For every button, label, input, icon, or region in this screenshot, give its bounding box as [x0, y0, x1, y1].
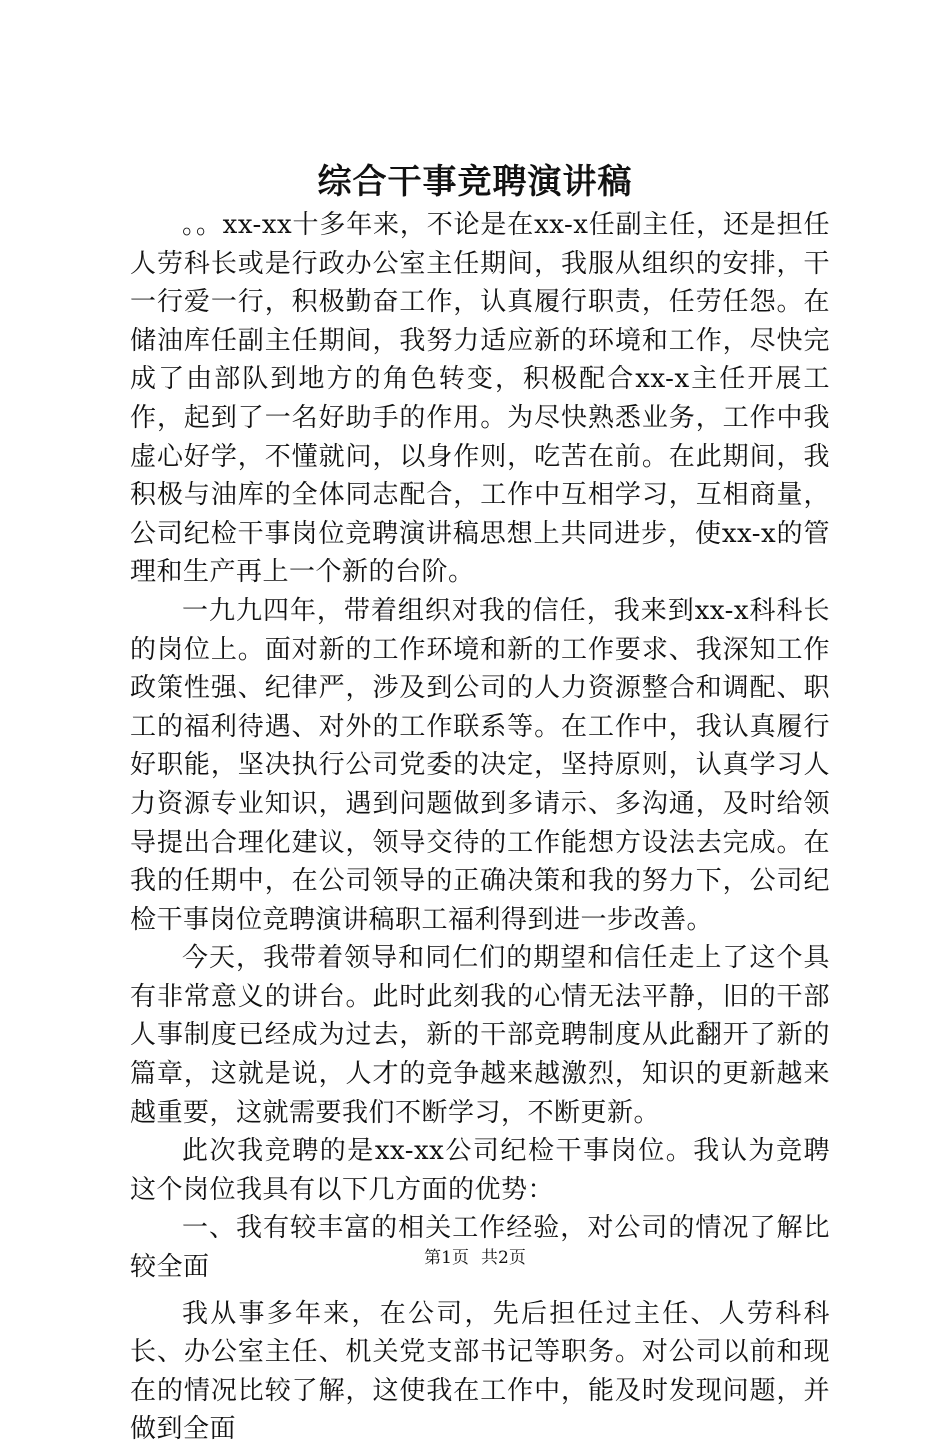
page-total: 共2页	[481, 1248, 526, 1268]
page-footer	[0, 1246, 950, 1270]
page-number: 第1页	[424, 1248, 469, 1268]
document-title: 综合干事竞聘演讲稿	[317, 162, 633, 202]
paragraph-6: 我从事多年来，在公司，先后担任过主任、人劳科科长、办公室主任、机关党支部书记等职务。对公司以前和现在的情况比较了解，这使我在工作中，能及时发现问题，并做到全面	[130, 1298, 830, 1445]
paragraph-3: 今天，我带着领导和同仁们的期望和信任走上了这个具有非常意义的讲台。此时此刻我的心情无法平静，旧的干部人事制度已经成为过去，新的干部竞聘制度从此翻开了新的篇章，这就是说，人才的竞争越来越激烈，知识的更新越来越重要，这就需要我们不断学习，不断更新。	[130, 943, 830, 1128]
paragraph-5: 一、我有较丰富的相关工作经验，对公司的情况了解比较全面	[130, 1213, 830, 1283]
paragraph-gap	[130, 1287, 830, 1295]
paragraph-1: 。。xx-xx十多年来，不论是在xx-x任副主任，还是担任人劳科长或是行政办公室主任期间，我服从组织的安排，干一行爱一行，积极勤奋工作，认真履行职责，任劳任怨。在储油库任副主任期间，我努力适应新的环境和工作，尽快完成了由部队到地方的角色转变，积极配合xx-x主任开展工作，起到了一名好助手的作用。为尽快熟悉业务，工作中我虚心好学，不懂就问，以身作则，吃苦在前。在此期间，我积极与油库的全体同志配合，工作中互相学习，互相商量，公司纪检干事岗位竞聘演讲稿思想上共同进步，使xx-x的管理和生产再上一个新的台阶。	[130, 210, 830, 588]
paragraph-2: 一九九四年，带着组织对我的信任，我来到xx-x科科长的岗位上。面对新的工作环境和新的工作要求、我深知工作政策性强、纪律严，涉及到公司的人力资源整合和调配、职工的福利待遇、对外的工作联系等。在工作中，我认真履行好职能，坚决执行公司党委的决定，坚持原则，认真学习人力资源专业知识，遇到问题做到多请示、多沟通，及时给领导提出合理化建议，领导交待的工作能想方设法去完成。在我的任期中，在公司领导的正确决策和我的努力下，公司纪检干事岗位竞聘演讲稿职工福利得到进一步改善。	[130, 595, 830, 935]
paragraph-4: 此次我竞聘的是xx-xx公司纪检干事岗位。我认为竞聘这个岗位我具有以下几方面的优势：	[130, 1136, 830, 1205]
